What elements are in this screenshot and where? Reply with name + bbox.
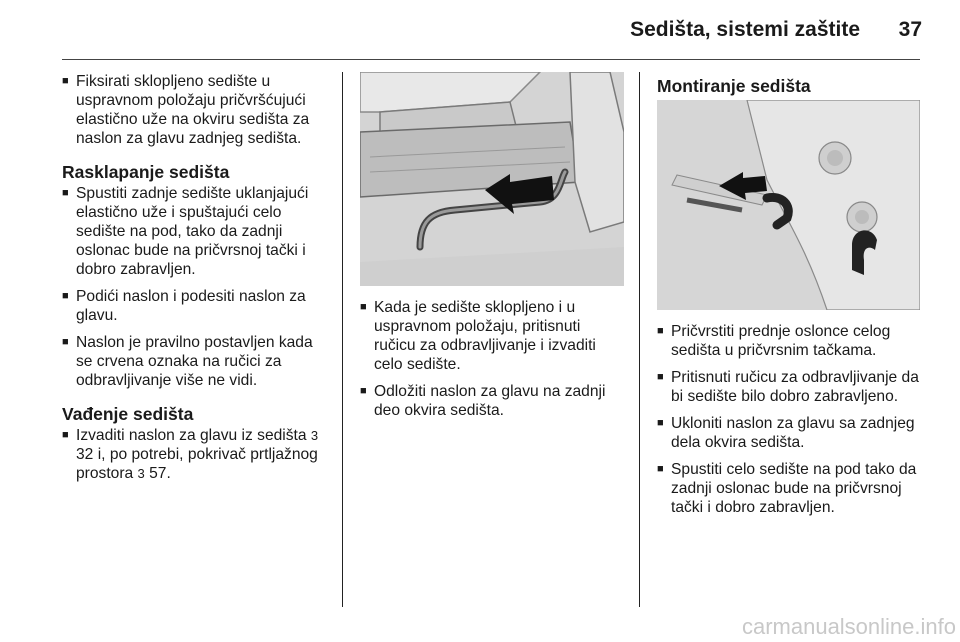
list-item: ■ Pritisnuti ručicu za odbravljivanje da bi sedište bilo dobro zabravljeno.	[657, 369, 919, 405]
bullet-icon: ■	[657, 463, 664, 475]
folding-list	[62, 184, 330, 390]
list-item: ■ Naslon je pravilno postavljen kada se crvena oznaka na ručici za odbravljivanje više ne vidi.	[62, 334, 313, 389]
column-2	[360, 72, 624, 428]
column-3	[657, 72, 922, 525]
bullet-icon: ■	[360, 301, 367, 313]
section-title-folding: Rasklapanje sedišta	[62, 162, 230, 182]
page-ref-icon: 3	[310, 428, 319, 443]
bullet-icon: ■	[360, 385, 367, 397]
list-item: ■ Izvaditi naslon za glavu iz sedišta 3 32 i, po potrebi, pokrivač prtljažnog prostora 3 57.	[62, 427, 319, 482]
page-ref-link[interactable]: 57	[149, 465, 167, 482]
bullet-icon: ■	[62, 75, 69, 87]
bullet-icon: ■	[657, 417, 664, 429]
list-item: ■ Fiksirati sklopljeno sedište u uspravnom položaju pričvršćujući elastično uže na okviru sedišta za naslon za glavu zadnjeg sedišta.	[62, 73, 310, 147]
bullet-icon: ■	[657, 371, 664, 383]
bullet-icon: ■	[62, 336, 69, 348]
list-item: ■ Spustiti celo sedište na pod tako da zadnji oslonac bude na pričvrsnoj tački i dobro zabravljen.	[657, 461, 917, 516]
column-1	[62, 72, 330, 491]
section-title-mounting: Montiranje sedišta	[657, 76, 811, 96]
page-number: 37	[898, 18, 922, 41]
list-item: ■ Pričvrstiti prednje oslonce celog sedišta u pričvrsnim tačkama.	[657, 323, 891, 359]
bullet-icon: ■	[62, 187, 69, 199]
list-item: ■ Spustiti zadnje sedište uklanjajući elastično uže i spuštajući celo sedište na pod, tako da zadnji oslonac bude na pričvrsnoj tački i dobro zabravljen.	[62, 185, 309, 278]
list-item: ■ Podići naslon i podesiti naslon za glavu.	[62, 288, 306, 324]
page-ref-icon: 3	[137, 466, 145, 481]
list-item: ■ Ukloniti naslon za glavu sa zadnjeg dela okvira sedišta.	[657, 415, 915, 451]
section-title-removal: Vađenje sedišta	[62, 404, 194, 424]
column-divider-2	[639, 72, 640, 607]
header-rule	[62, 59, 920, 60]
bullet-icon: ■	[62, 429, 69, 441]
intro-list	[62, 72, 330, 148]
column-3-list	[657, 322, 922, 517]
seat-release-lever-illustration	[360, 72, 624, 286]
watermark: carmanualsonline.info	[741, 614, 956, 639]
removal-list	[62, 426, 330, 483]
bullet-icon: ■	[62, 290, 69, 302]
bullet-icon: ■	[657, 325, 664, 337]
column-2-list	[360, 298, 624, 420]
column-divider-1	[342, 72, 343, 607]
seat-mounting-illustration	[657, 100, 920, 310]
page-ref-link[interactable]: 32	[76, 446, 94, 463]
list-item: ■ Kada je sedište sklopljeno i u uspravnom položaju, pritisnuti ručicu za odbravljivanje i izvaditi celo sedište.	[360, 299, 596, 373]
list-item: ■ Odložiti naslon za glavu na zadnji deo okvira sedišta.	[360, 383, 606, 419]
header-title: Sedišta, sistemi zaštite	[630, 18, 860, 41]
